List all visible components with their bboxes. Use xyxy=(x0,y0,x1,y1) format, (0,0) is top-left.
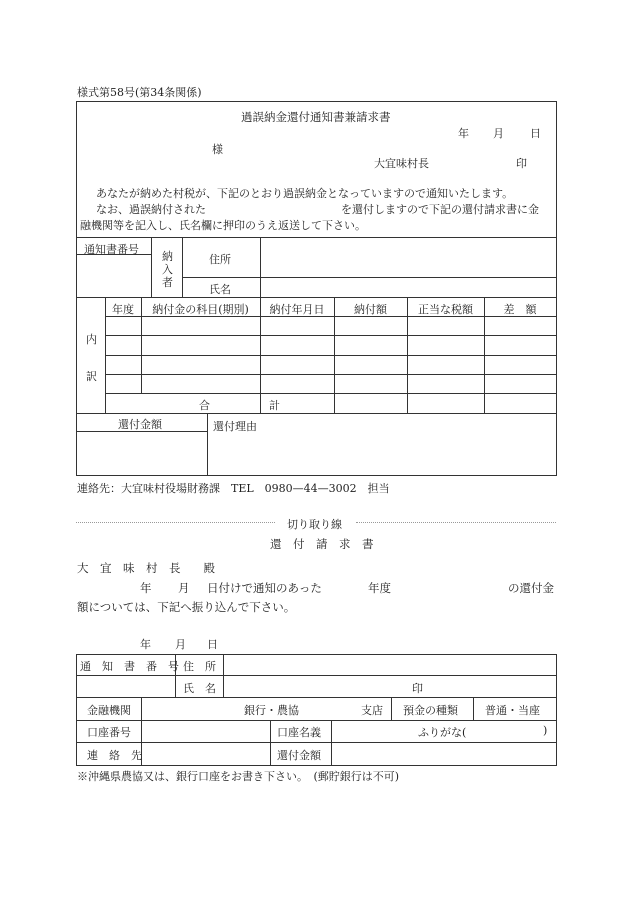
branch-label: 支店 xyxy=(361,704,383,717)
column-header: 納付額 xyxy=(354,303,387,316)
request-fiscal-year: 年度 xyxy=(368,581,391,595)
request-seal: 印 xyxy=(412,682,423,695)
issuer: 大宜味村長 xyxy=(374,157,429,170)
issuer-seal: 印 xyxy=(516,157,527,170)
breakdown-label-2: 訳 xyxy=(86,370,97,383)
request-date-month: 月 xyxy=(175,638,186,651)
deposit-type-label: 預金の種類 xyxy=(403,704,458,717)
request-date-day: 日 xyxy=(207,638,218,651)
column-header: 年度 xyxy=(112,303,134,316)
furigana-label: ふりがな( xyxy=(418,726,467,739)
notice-date-year: 年 xyxy=(458,127,469,140)
request-line1-text: 日付けで通知のあった xyxy=(207,581,322,595)
request-refund-amount-label: 還付金額 xyxy=(277,749,321,762)
notice-body-line2a: なお、過誤納付された xyxy=(96,203,206,216)
request-date-year: 年 xyxy=(140,638,151,651)
bank-label: 金融機関 xyxy=(87,704,131,717)
deposit-type-value: 普通・当座 xyxy=(485,704,540,717)
request-notice-number-label: 通 知 書 番 号 xyxy=(80,660,179,673)
name-label: 氏名 xyxy=(209,283,231,296)
notice-body-line2b: を還付しますので下記の還付請求書に金 xyxy=(341,203,539,216)
notice-date-month: 月 xyxy=(493,127,504,140)
refund-amount-label: 還付金額 xyxy=(118,418,162,431)
request-line2: 額については、下記へ振り込んで下さい。 xyxy=(77,600,296,614)
notice-body-line3: 融機関等を記入し、氏名欄に押印のうえ返送して下さい。 xyxy=(80,219,366,232)
column-header: 正当な税額 xyxy=(418,303,473,316)
contact-line: 連絡先：大宜味村役場財務課 TEL 0980—44—3002 担当 xyxy=(77,482,390,495)
breakdown-label-1: 内 xyxy=(86,333,97,346)
contact-label: 連 絡 先 xyxy=(87,749,142,762)
footnote: ※沖縄県農協又は、銀行口座をお書き下さい。 (郵貯銀行は不可) xyxy=(77,770,400,783)
taxpayer-label-3: 者 xyxy=(162,276,173,289)
request-month: 月 xyxy=(178,581,190,595)
taxpayer-label-2: 入 xyxy=(162,263,173,276)
request-year: 年 xyxy=(140,581,152,595)
total-label-b: 計 xyxy=(269,399,280,412)
account-name-label: 口座名義 xyxy=(277,726,321,739)
bank-type: 銀行・農協 xyxy=(244,704,299,717)
request-title: 還 付 請 求 書 xyxy=(270,537,374,551)
notice-number-label: 通知書番号 xyxy=(84,243,139,256)
refund-reason-label: 還付理由 xyxy=(213,420,257,433)
furigana-close: ) xyxy=(543,724,548,737)
notice-title: 過誤納金還付通知書兼請求書 xyxy=(241,110,391,124)
column-header: 納付年月日 xyxy=(269,303,325,316)
column-header: 納付金の科目(期別) xyxy=(152,303,249,316)
taxpayer-label-1: 納 xyxy=(162,250,173,263)
account-number-label: 口座番号 xyxy=(87,726,131,739)
address-label: 住所 xyxy=(209,253,231,266)
notice-body-line1: あなたが納めた村税が、下記のとおり過誤納金となっていますので通知いたします。 xyxy=(96,187,514,200)
request-line1-tail: の還付金 xyxy=(508,581,554,595)
addressee-suffix: 様 xyxy=(212,143,223,156)
cut-line-label: 切り取り線 xyxy=(287,518,342,531)
request-addressee: 大 宜 味 村 長 殿 xyxy=(77,561,215,575)
column-header: 差 額 xyxy=(503,303,537,316)
request-name-label: 氏 名 xyxy=(183,682,216,695)
cut-line-right xyxy=(356,522,556,523)
cut-line-left xyxy=(76,522,275,523)
notice-date-day: 日 xyxy=(530,127,541,140)
request-address-label: 住 所 xyxy=(183,660,216,673)
form-number: 様式第58号(第34条関係) xyxy=(77,86,202,99)
total-label-a: 合 xyxy=(199,399,210,412)
